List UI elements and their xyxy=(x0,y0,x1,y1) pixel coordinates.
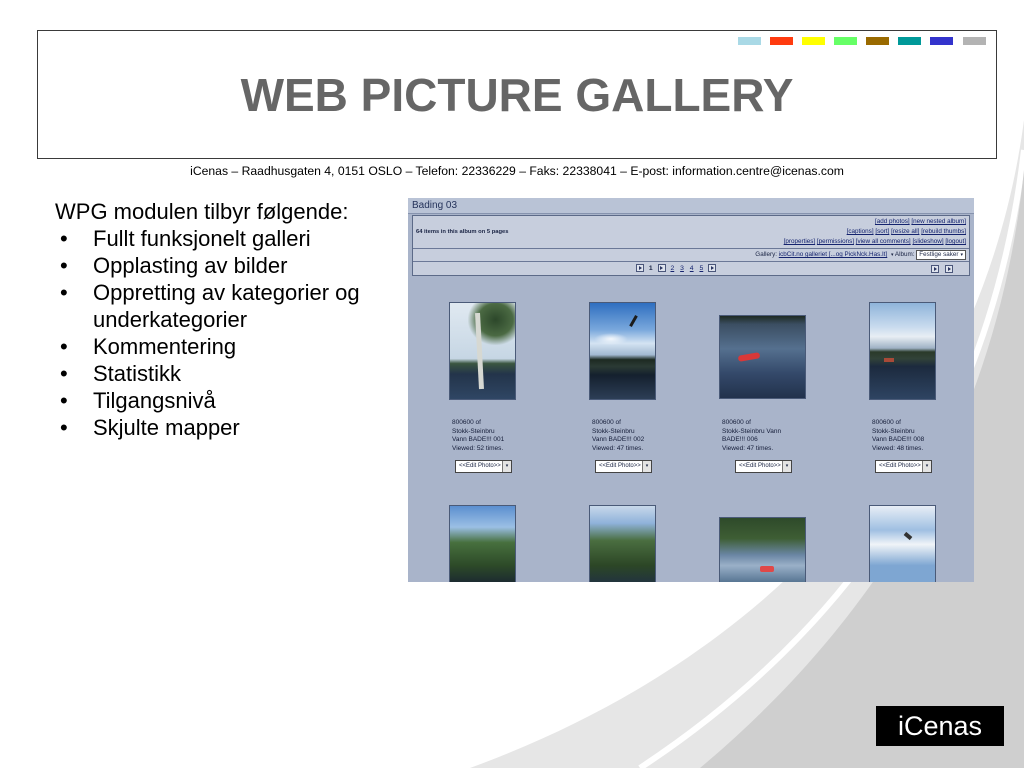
photo-caption xyxy=(452,419,504,453)
chevron-down-icon xyxy=(922,461,931,472)
next-page-icon[interactable] xyxy=(708,264,716,272)
last-page-icon[interactable] xyxy=(945,265,953,273)
photo-thumbnail[interactable] xyxy=(869,505,936,582)
edit-photo-select[interactable] xyxy=(595,460,652,473)
edit-photo-label: <<Edit Photo>> xyxy=(739,463,781,469)
cloud xyxy=(594,333,628,345)
admin-links-row xyxy=(784,237,966,247)
album-label: Album: xyxy=(894,251,915,258)
caption-line: Vann BADE!!! 002 xyxy=(592,436,645,443)
gallery-link[interactable]: icbCit.no galleriet [...og PickNck.Has.It] xyxy=(778,251,888,258)
page-number[interactable]: 5 xyxy=(699,265,704,272)
color-swatch xyxy=(770,37,793,45)
swimmer xyxy=(884,358,894,362)
photo-caption xyxy=(872,419,924,453)
page-number-current: 1 xyxy=(648,265,653,272)
color-swatch xyxy=(738,37,761,45)
photo-thumbnail[interactable] xyxy=(589,505,656,582)
color-swatch xyxy=(802,37,825,45)
feature-item: • Skjulte mapper xyxy=(93,414,400,441)
feature-item: • Tilgangsnivå xyxy=(93,387,400,414)
album-header-table xyxy=(412,215,970,276)
title-box xyxy=(37,30,997,159)
feature-item: • Kommentering xyxy=(93,333,400,360)
color-swatch xyxy=(834,37,857,45)
resize-all-link[interactable]: [resize all] xyxy=(891,228,920,235)
edit-photo-select[interactable] xyxy=(875,460,932,473)
view-count: Viewed: 47 times. xyxy=(722,444,774,452)
view-all-comments-link[interactable]: [view all comments] xyxy=(855,238,911,245)
caption-line: 800600 of xyxy=(452,419,481,426)
admin-links xyxy=(784,217,966,247)
feature-item: • Oppretting av kategorier og underkategorier xyxy=(93,279,400,333)
swimmer xyxy=(738,352,761,362)
slide-title: WEB PICTURE GALLERY xyxy=(240,69,794,121)
sort-link[interactable]: [sort] xyxy=(875,228,890,235)
feature-item: • Fullt funksjonelt galleri xyxy=(93,225,400,252)
color-swatch xyxy=(898,37,921,45)
admin-links-row xyxy=(784,227,966,237)
page-number[interactable]: 2 xyxy=(670,265,675,272)
gallery-label: Gallery: xyxy=(755,251,777,258)
jumping-person xyxy=(629,315,638,327)
page-arrow-icon[interactable] xyxy=(636,264,644,272)
view-count: Viewed: 47 times. xyxy=(592,444,644,452)
color-swatch xyxy=(930,37,953,45)
photo-thumbnail[interactable] xyxy=(869,302,936,400)
pagination-end xyxy=(930,262,954,275)
photo-caption xyxy=(722,419,781,453)
photo-thumbnail[interactable] xyxy=(719,517,806,582)
page-arrow-icon[interactable] xyxy=(658,264,666,272)
caption-line: Stokk-Steinbru Vann xyxy=(722,427,782,435)
caption-line: 800600 of xyxy=(722,419,751,426)
caption-line: Vann BADE!!! 001 xyxy=(452,436,505,443)
rebuild-thumbs-link[interactable]: [rebuild thumbs] xyxy=(921,228,966,235)
new-nested-album-link[interactable]: [new nested album] xyxy=(911,218,966,225)
feature-section xyxy=(55,198,400,441)
chevron-down-icon[interactable] xyxy=(891,249,894,261)
album-title-bar xyxy=(408,198,974,214)
gallery-screenshot xyxy=(408,198,974,582)
icenas-logo: iCenas xyxy=(876,706,1004,746)
color-swatch xyxy=(866,37,889,45)
album-admin-row xyxy=(413,216,969,249)
caption-line: 800600 of xyxy=(592,419,621,426)
intro-text: WPG modulen tilbyr følgende: xyxy=(55,199,349,224)
admin-links-row xyxy=(784,217,966,227)
breadcrumb-row xyxy=(413,249,969,262)
logout-link[interactable]: [logout] xyxy=(945,238,966,245)
add-photos-link[interactable]: [add photos] xyxy=(874,218,910,225)
album-title: Bading 03 xyxy=(412,200,458,211)
caption-line: 800600 of xyxy=(872,419,901,426)
photo-thumbnail[interactable] xyxy=(719,315,806,399)
page-number[interactable]: 4 xyxy=(689,265,694,272)
album-select-value: Festlige saker xyxy=(919,251,959,258)
caption-line: Vann BADE!!! 008 xyxy=(872,436,925,443)
chevron-down-icon xyxy=(502,461,511,472)
page-number[interactable]: 3 xyxy=(680,265,684,272)
edit-photo-select[interactable] xyxy=(455,460,512,473)
view-count: Viewed: 52 times. xyxy=(452,444,504,452)
chevron-down-icon xyxy=(642,461,651,472)
captions-link[interactable]: [captions] xyxy=(846,228,874,235)
edit-photo-label: <<Edit Photo>> xyxy=(459,463,501,469)
caption-line: Stokk-Steinbru xyxy=(592,427,635,435)
properties-link[interactable]: [properties] xyxy=(783,238,816,245)
caption-line: BADE!!! 006 xyxy=(722,436,758,443)
album-select[interactable] xyxy=(916,250,966,260)
pagination-row xyxy=(413,262,969,275)
caption-line: Stokk-Steinbru xyxy=(452,427,495,435)
jumping-person xyxy=(904,532,913,540)
feature-item: • Opplasting av bilder xyxy=(93,252,400,279)
feature-list xyxy=(55,225,400,441)
feature-item: • Statistikk xyxy=(93,360,400,387)
slideshow-link[interactable]: [slideshow] xyxy=(912,238,944,245)
photo-thumbnail[interactable] xyxy=(449,505,516,582)
edit-photo-label: <<Edit Photo>> xyxy=(599,463,641,469)
chevron-down-icon xyxy=(960,251,963,259)
photo-thumbnail[interactable] xyxy=(449,302,516,400)
caption-line: Stokk-Steinbru xyxy=(872,427,915,435)
breadcrumb xyxy=(755,249,966,261)
photo-caption xyxy=(592,419,644,453)
photo-thumbnail[interactable] xyxy=(589,302,656,400)
pagination xyxy=(635,262,717,275)
color-swatch xyxy=(963,37,986,45)
view-count: Viewed: 48 times. xyxy=(872,444,924,452)
swimmer xyxy=(760,566,774,572)
chevron-down-icon xyxy=(782,461,791,472)
next-page-icon[interactable] xyxy=(931,265,939,273)
contact-line: iCenas – Raadhusgaten 4, 0151 OSLO – Telefon: 22336229 – Faks: 22338041 – E-post: information.centre@icenas.com xyxy=(190,164,844,178)
item-count: 64 items in this album on 5 pages xyxy=(416,229,509,235)
edit-photo-label: <<Edit Photo>> xyxy=(879,463,921,469)
permissions-link[interactable]: [permissions] xyxy=(816,238,854,245)
edit-photo-select[interactable] xyxy=(735,460,792,473)
